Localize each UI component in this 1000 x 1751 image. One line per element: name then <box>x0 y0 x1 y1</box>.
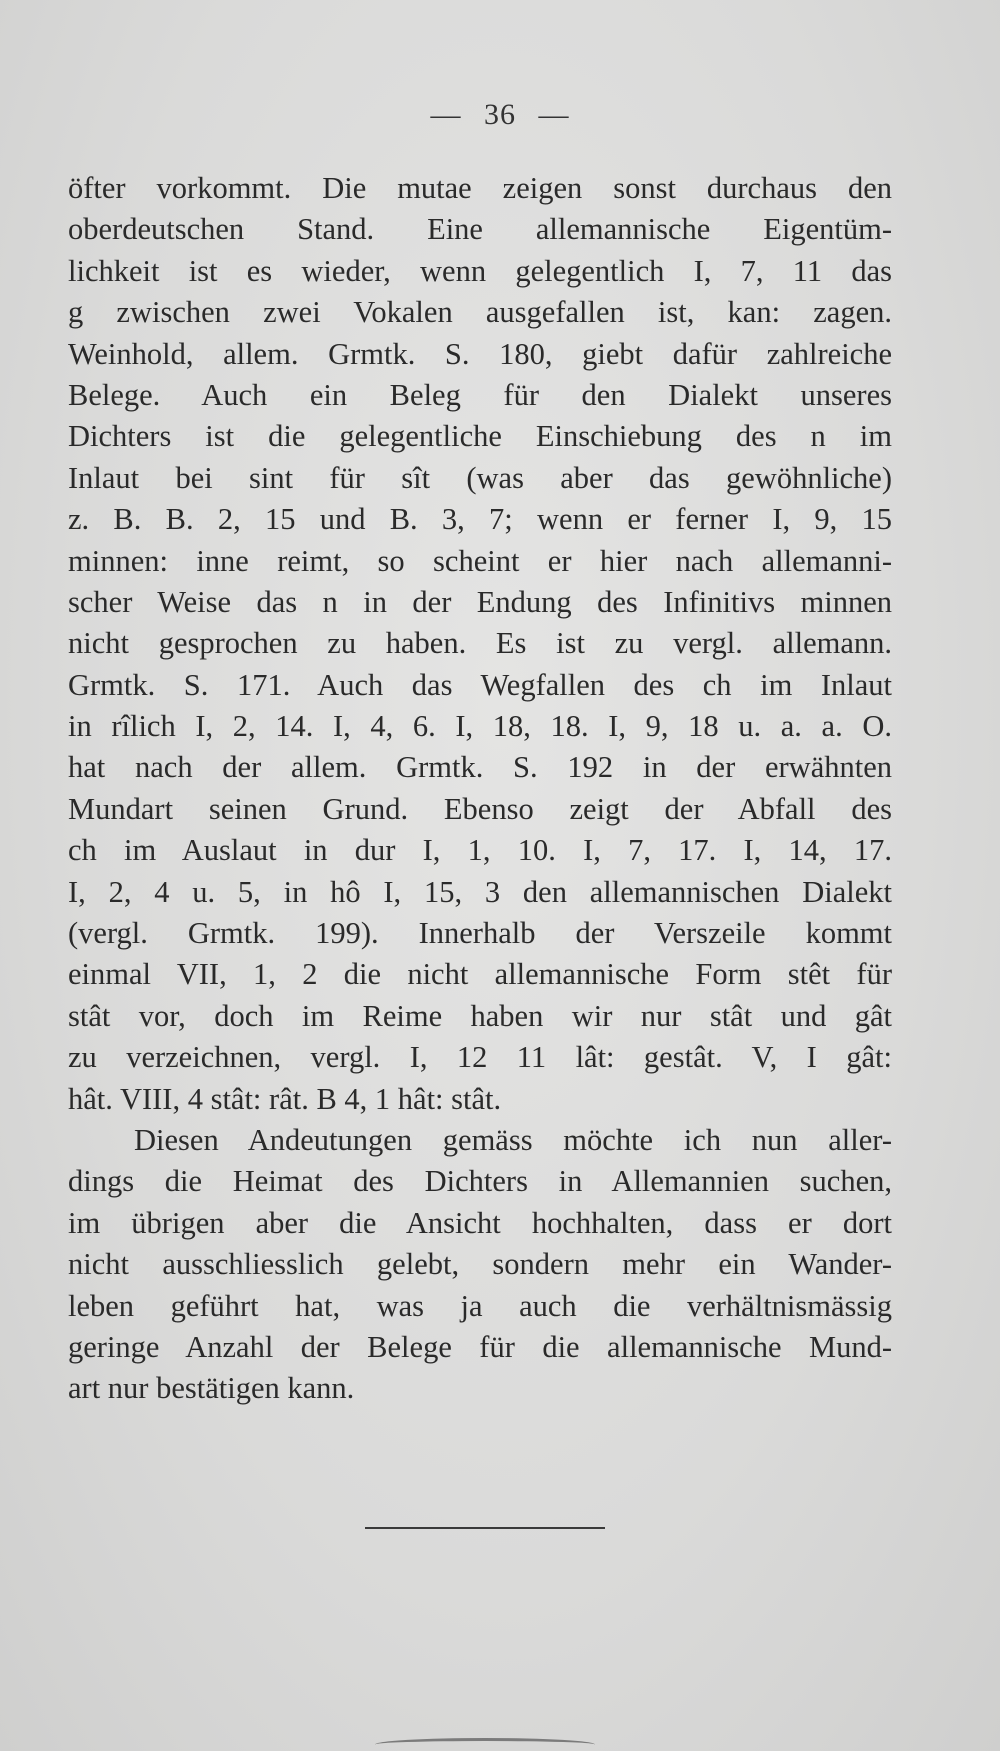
page-number-header <box>0 98 1000 132</box>
text-line: in rîlich I, 2, 14. I, 4, 6. I, 18, 18. I, 9, 18 u. a. a. O. <box>68 709 892 744</box>
text-line: leben geführt hat, was ja auch die verhältnismässig <box>68 1288 892 1323</box>
paragraph-2 <box>68 1120 892 1410</box>
text-line: öfter vorkommt. Die mutae zeigen sonst durchaus den <box>68 171 892 205</box>
text-line: (vergl. Grmtk. 199). Innerhalb der Verszeile kommt <box>68 916 892 951</box>
text-line: lichkeit ist es wieder, wenn gelegentlich I, 7, 11 das <box>68 253 892 288</box>
text-line: Inlaut bei sint für sît (was aber das gewöhnliche) <box>68 460 892 495</box>
text-line: Belege. Auch ein Beleg für den Dialekt unseres <box>68 377 892 412</box>
text-line: einmal VII, 1, 2 die nicht allemannische Form stêt für <box>68 957 892 992</box>
text-line: zu verzeichnen, vergl. I, 12 11 lât: gestât. V, I gât: <box>68 1040 892 1075</box>
text-line: Weinhold, allem. Grmtk. S. 180, giebt dafür zahlreiche <box>68 336 892 371</box>
page-number-dash-right: — <box>538 98 570 131</box>
text-line: dings die Heimat des Dichters in Allemannien suchen, <box>68 1164 892 1199</box>
text-line: Grmtk. S. 171. Auch das Wegfallen des ch im Inlaut <box>68 667 892 702</box>
text-line: scher Weise das n in der Endung des Infinitivs minnen <box>68 584 892 619</box>
text-line: nicht ausschliesslich gelebt, sondern mehr ein Wander- <box>68 1247 892 1282</box>
bottom-edge-mark <box>375 1738 595 1751</box>
text-line: stât vor, doch im Reime haben wir nur stât und gât <box>68 998 892 1033</box>
text-line: ch im Auslaut in dur I, 1, 10. I, 7, 17. I, 14, 17. <box>68 833 892 868</box>
text-line: im übrigen aber die Ansicht hochhalten, dass er dort <box>68 1205 892 1240</box>
paragraph-1 <box>68 168 892 1120</box>
page-number-dash-left: — <box>430 98 462 131</box>
page-number: 36 <box>484 98 516 131</box>
text-line: Diesen Andeutungen gemäss möchte ich nun aller- <box>134 1123 892 1157</box>
text-line: geringe Anzahl der Belege für die allemannische Mund- <box>68 1329 892 1364</box>
text-line: Dichters ist die gelegentliche Einschiebung des n im <box>68 419 892 454</box>
text-line: Mundart seinen Grund. Ebenso zeigt der Abfall des <box>68 791 892 826</box>
text-line: hât. VIII, 4 stât: rât. B 4, 1 hât: stât. <box>68 1081 502 1116</box>
section-end-rule <box>365 1527 605 1529</box>
text-line: minnen: inne reimt, so scheint er hier nach allemanni- <box>68 543 892 578</box>
text-line: nicht gesprochen zu haben. Es ist zu vergl. allemann. <box>68 626 892 661</box>
text-line: hat nach der allem. Grmtk. S. 192 in der erwähnten <box>68 750 892 785</box>
text-line: art nur bestätigen kann. <box>68 1371 355 1406</box>
text-line: oberdeutschen Stand. Eine allemannische Eigentüm- <box>68 212 892 247</box>
text-line: g zwischen zwei Vokalen ausgefallen ist, kan: zagen. <box>68 295 892 330</box>
text-line: z. B. B. 2, 15 und B. 3, 7; wenn er ferner I, 9, 15 <box>68 502 892 537</box>
text-line: I, 2, 4 u. 5, in hô I, 15, 3 den allemannischen Dialekt <box>68 874 892 909</box>
